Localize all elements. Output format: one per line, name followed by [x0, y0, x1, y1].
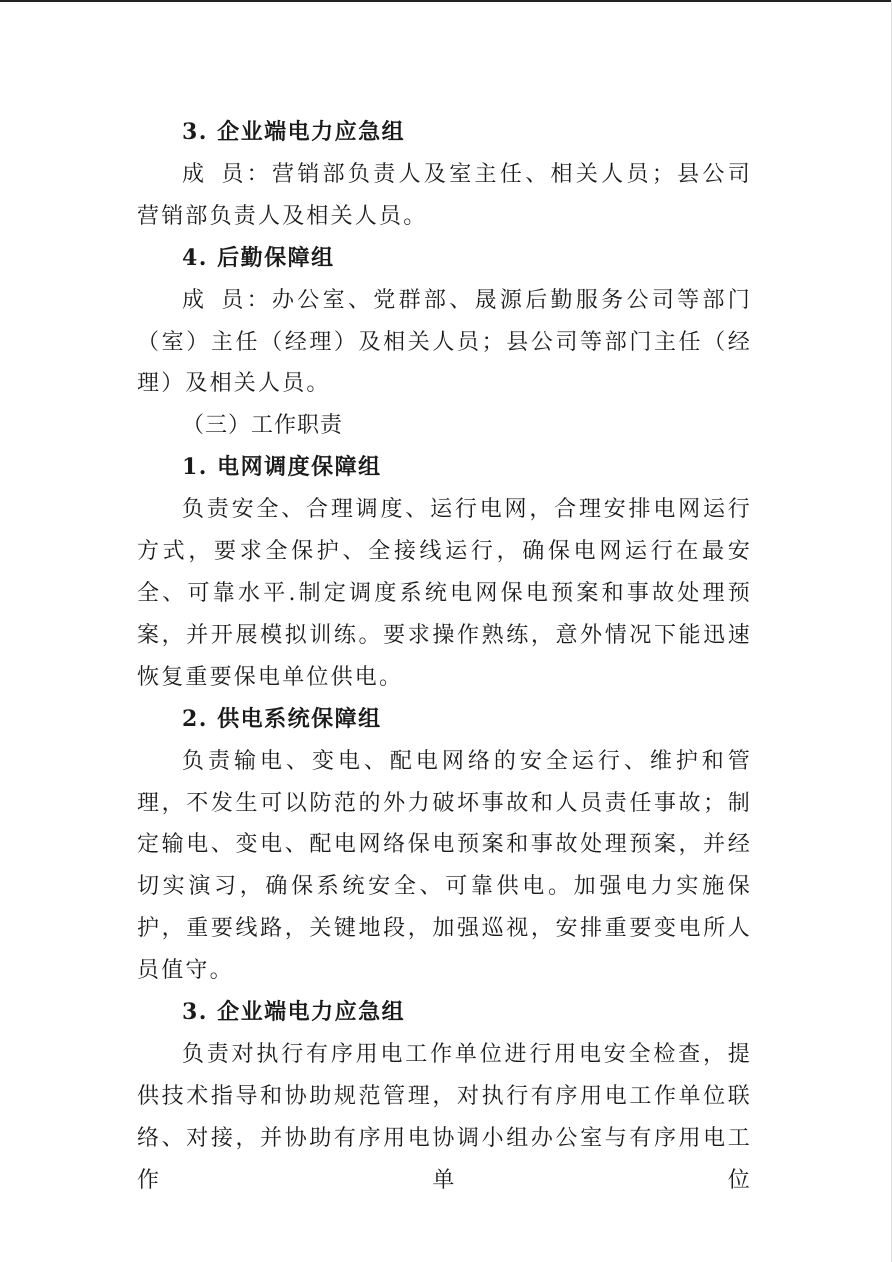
heading-enterprise-emergency-group: 3. 企业端电力应急组 [182, 119, 406, 145]
members-label-2: 员 [221, 287, 247, 313]
paragraph-supply-duties: 负责输电、变电、配电网络的安全运行、维护和管理，不发生可以防范的外力破坏事故和人员责任事故；制定输电、变电、配电网络保电预案和事故处理预案，并经切实演习，确保系统安全、可靠供电。加强电力实施保护，重要线路，关键地段，加强巡视，安排重要变电所人员值守。 [137, 748, 752, 984]
document-body [137, 112, 752, 1202]
paragraph-enterprise-duties: 负责对执行有序用电工作单位进行用电安全检查，提供技术指导和协助规范管理，对执行有序用电工作单位联络、对接，并协助有序用电协调小组办公室与有序用电工作单位 [137, 1041, 752, 1193]
members-text-enterprise: ：营销部负责人及室主任、相关人员；县公司营销部负责人及相关人员。 [137, 161, 752, 229]
paragraph-members-logistics [137, 280, 752, 406]
members-label-2: 员 [221, 161, 247, 187]
heading-enterprise-emergency-group-duties: 3. 企业端电力应急组 [182, 999, 406, 1026]
heading-logistics-group: 4. 后勤保障组 [182, 244, 335, 271]
heading-supply-system-group: 2. 供电系统保障组 [182, 705, 382, 732]
section-heading-duties: （三）工作职责 [182, 413, 344, 439]
heading-dispatch-group: 1. 电网调度保障组 [182, 454, 382, 481]
paragraph-members-enterprise [137, 154, 752, 238]
page-top-border [0, 0, 892, 2]
members-text-logistics: ：办公室、党群部、晟源后勤服务公司等部门（室）主任（经理）及相关人员；县公司等部门主任（经理）及相关人员。 [137, 287, 752, 397]
members-label-1: 成 [182, 161, 208, 187]
paragraph-dispatch-duties: 负责安全、合理调度、运行电网，合理安排电网运行方式，要求全保护、全接线运行，确保电网运行在最安全、可靠水平.制定调度系统电网保电预案和事故处理预案，并开展模拟训练。要求操作熟练，意外情况下能迅速恢复重要保电单位供电。 [137, 497, 752, 690]
members-label-1: 成 [182, 287, 208, 313]
